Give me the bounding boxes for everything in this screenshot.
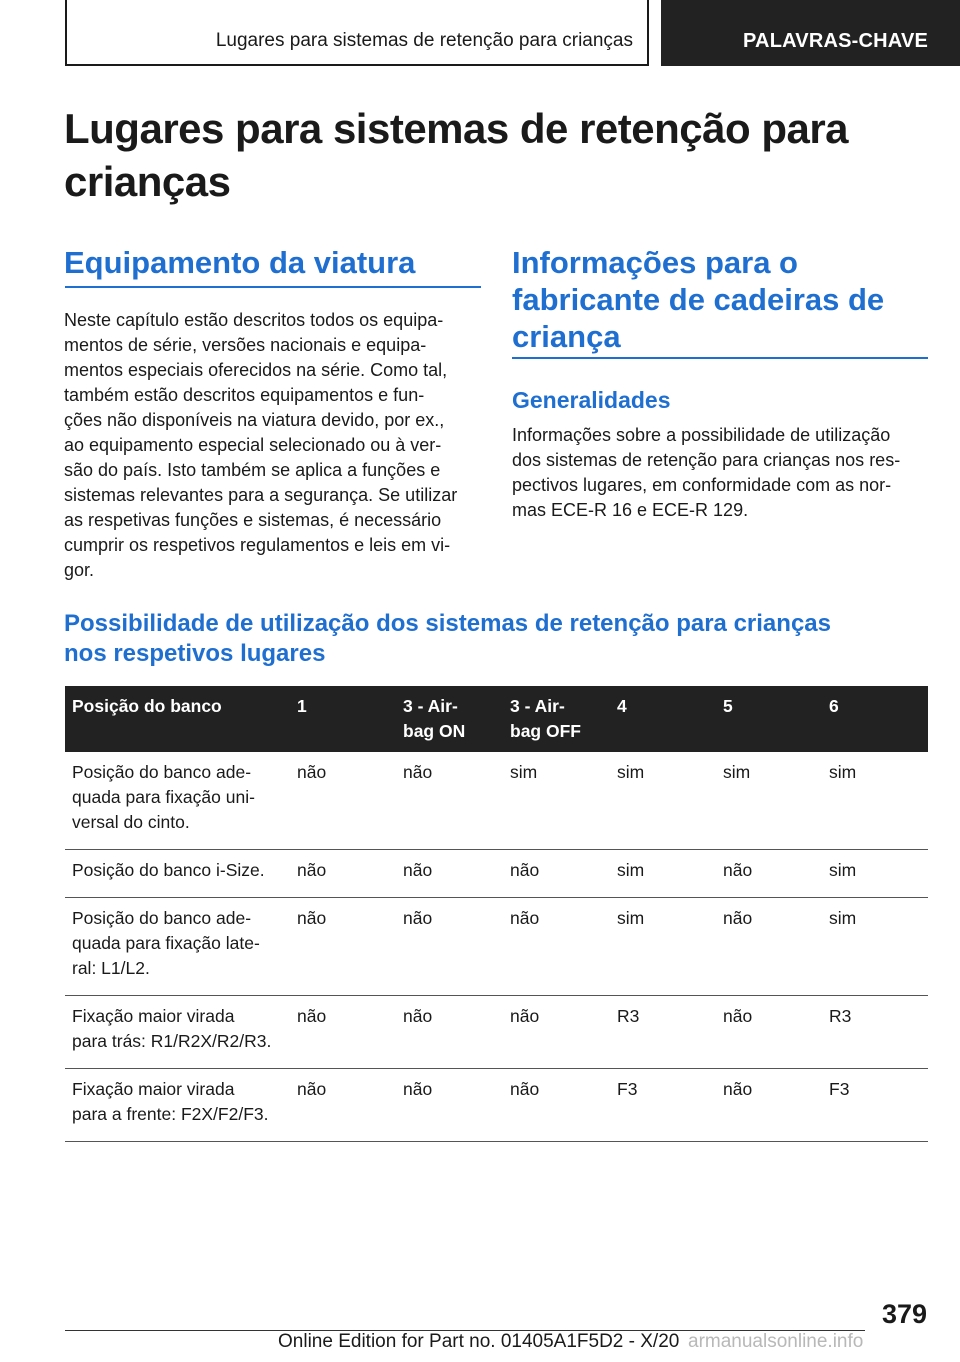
table-cell: sim — [822, 898, 928, 996]
table-cell: não — [396, 898, 503, 996]
table-cell: sim — [503, 752, 610, 850]
table-cell: não — [503, 1069, 610, 1142]
table-cell: R3 — [822, 996, 928, 1069]
column-header: 3 - Air- bag ON — [396, 686, 503, 752]
table-cell: Fixação maior virada para a frente: F2X/F2/F3. — [65, 1069, 290, 1142]
table-cell: não — [290, 752, 396, 850]
table-row — [65, 898, 928, 996]
column-header: Posição do banco — [65, 686, 290, 752]
table-cell: Posição do banco i-Size. — [65, 850, 290, 898]
header-chapter-tab[interactable] — [661, 0, 960, 66]
table-cell: não — [396, 850, 503, 898]
table-cell: sim — [716, 752, 822, 850]
column-header: 3 - Air- bag OFF — [503, 686, 610, 752]
column-header: 6 — [822, 686, 928, 752]
equipment-body: Neste capítulo estão descritos todos os equipa- mentos de série, versões nacionais e equipa- mentos especiais oferecidos na série. Como tal, também estão descritos equipamentos e fun- ções não disponíveis na viatura devido, por ex., ao equipamento especial selecionado ou à ver- são do país. Isto também se aplica a funções e sistemas relevantes para a segurança. Se utilizar as respetivas funções e sistemas, é necessário cumprir os respetivos regulamentos e leis em vi- gor. — [64, 310, 458, 580]
table-cell: não — [503, 996, 610, 1069]
column-header: 4 — [610, 686, 716, 752]
general-subheading: Generalidades — [512, 387, 671, 413]
table-cell: sim — [610, 850, 716, 898]
table-cell: não — [716, 1069, 822, 1142]
table-cell: não — [290, 1069, 396, 1142]
table-cell: não — [396, 752, 503, 850]
header-chapter-label: PALAVRAS-CHAVE — [743, 30, 929, 52]
table-cell: não — [396, 1069, 503, 1142]
column-header: 5 — [716, 686, 822, 752]
table-cell: não — [290, 850, 396, 898]
table-row — [65, 996, 928, 1069]
equipment-heading-rule — [65, 286, 481, 288]
seat-compat-table — [65, 686, 928, 1142]
table-cell: não — [290, 898, 396, 996]
table-cell: Posição do banco ade- quada para fixação late- ral: L1/L2. — [65, 898, 290, 996]
page-title: Lugares para sistemas de retenção para crianças — [64, 105, 849, 205]
table-header-row — [65, 686, 928, 752]
table-cell: não — [396, 996, 503, 1069]
table-cell: sim — [610, 898, 716, 996]
table-cell: F3 — [610, 1069, 716, 1142]
header-section-box — [65, 0, 649, 66]
table-cell: Posição do banco ade- quada para fixação uni- versal do cinto. — [65, 752, 290, 850]
manufacturer-info-heading-rule — [512, 357, 928, 359]
table-cell: não — [503, 850, 610, 898]
table-cell: sim — [822, 752, 928, 850]
table-cell: não — [290, 996, 396, 1069]
general-body: Informações sobre a possibilidade de utilização dos sistemas de retenção para crianças nos res- pectivos lugares, em conformidade com as nor- mas ECE-R 16 e ECE-R 129. — [512, 425, 901, 520]
table-cell: F3 — [822, 1069, 928, 1142]
table-row — [65, 850, 928, 898]
table-row — [65, 1069, 928, 1142]
table-cell: não — [503, 898, 610, 996]
table-cell: não — [716, 996, 822, 1069]
table-cell: Fixação maior virada para trás: R1/R2X/R2/R3. — [65, 996, 290, 1069]
table-cell: sim — [610, 752, 716, 850]
table-cell: não — [716, 898, 822, 996]
footer-edition: Online Edition for Part no. 01405A1F5D2 - X/20 — [278, 1331, 680, 1352]
table-cell: sim — [822, 850, 928, 898]
footer-watermark: armanualsonline.info — [688, 1331, 864, 1352]
manufacturer-info-heading: Informações para o fabricante de cadeiras de criança — [512, 245, 885, 354]
table-row — [65, 752, 928, 850]
equipment-heading: Equipamento da viatura — [64, 245, 416, 280]
header-section-title: Lugares para sistemas de retenção para crianças — [215, 30, 633, 51]
page-number: 379 — [881, 1299, 927, 1329]
usage-table-heading: Possibilidade de utilização dos sistemas de retenção para crianças nos respetivos lugares — [64, 610, 831, 667]
table-cell: R3 — [610, 996, 716, 1069]
column-header: 1 — [290, 686, 396, 752]
table-cell: não — [716, 850, 822, 898]
